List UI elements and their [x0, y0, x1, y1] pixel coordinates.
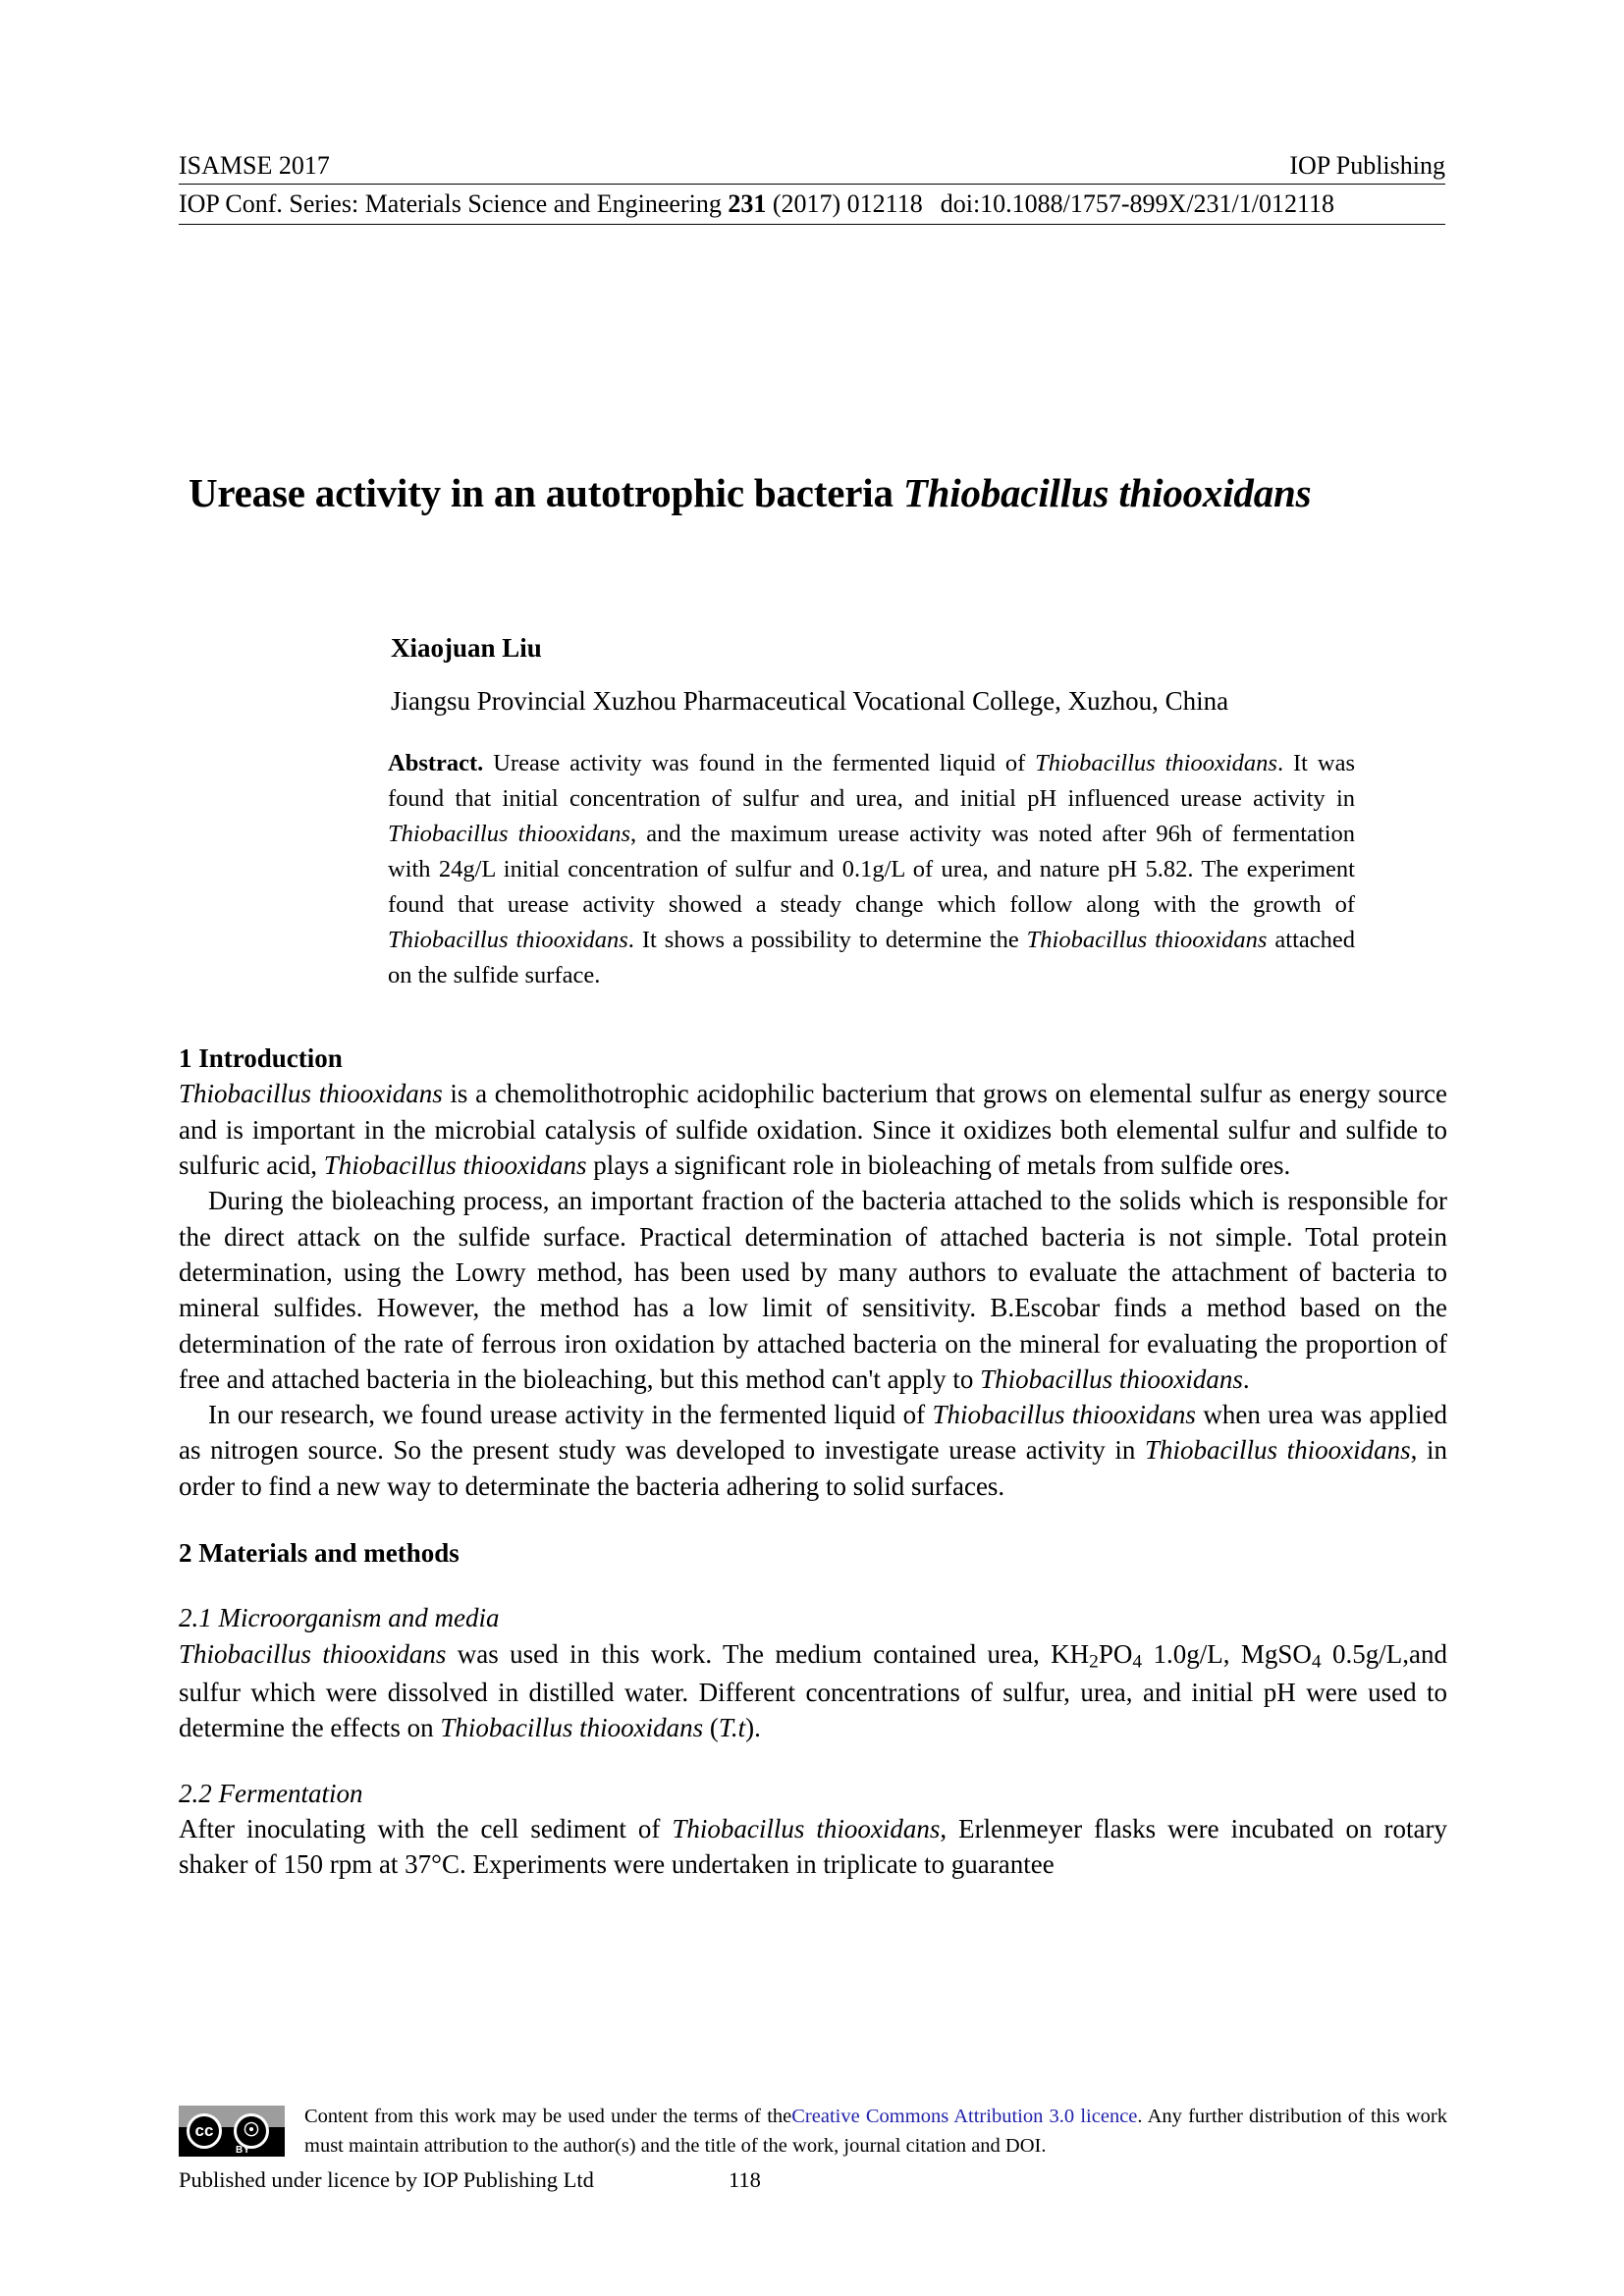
intro-p3-text-a: In our research, we found urease activity in the fermented liquid of [208, 1400, 933, 1430]
publisher-name: IOP Publishing [1289, 151, 1445, 180]
intro-paragraph-3 [179, 1397, 1447, 1504]
abstract-text-1: Urease activity was found in the fermented liquid of [483, 750, 1036, 776]
intro-paragraph-1 [179, 1076, 1447, 1183]
intro-paragraph-2 [179, 1183, 1447, 1397]
intro-p3-text-b: when urea was applied as nitrogen source. So the present study was developed to investigate urease activity in [179, 1400, 1447, 1466]
license-text [304, 2103, 1447, 2161]
cc-mark-icon: cc [187, 2113, 222, 2149]
abstract-text-4: . It shows a possibility to determine the [627, 927, 1027, 953]
page-title [189, 468, 1318, 519]
intro-p1-text-b: plays a significant role in bioleaching of metals from sulfide ores. [586, 1149, 1291, 1180]
abstract-species-3: Thiobacillus thiooxidans [388, 927, 628, 953]
sub21-text-c: 1.0g/L, MgSO [1142, 1638, 1312, 1669]
author-name: Xiaojuan Liu [391, 633, 542, 663]
running-head-top-row [179, 149, 1445, 182]
intro-p2-text-b: . [1242, 1363, 1250, 1394]
license-text-part-1: Content from this work may be used under the terms of the [304, 2106, 792, 2127]
intro-p3-species-1: Thiobacillus thiooxidans [932, 1400, 1196, 1430]
author-affiliation: Jiangsu Provincial Xuzhou Pharmaceutical Vocational College, Xuzhou, China [391, 686, 1229, 716]
creative-commons-link[interactable]: Creative Commons Attribution 3.0 licence [791, 2106, 1138, 2127]
abstract-label: Abstract. [388, 750, 484, 776]
intro-p2-text-a: During the bioleaching process, an important fraction of the bacteria attached to the solids which is responsible for the direct attack on the sulfide surface. Practical determination of attached bacteria is not simple. Total protein determination, using the Lowry method, has been used by many authors to evaluate the attachment of bacteria to mineral sulfides. However, the method has a low limit of sensitivity. B.Escobar finds a method based on the determination of the rate of ferrous iron oxidation by attached bacteria on the mineral for evaluating the proportion of free and attached bacteria in the bioleaching, but this method can't apply to [179, 1186, 1447, 1394]
published-under-licence: Published under licence by IOP Publishing Ltd [179, 2167, 594, 2193]
sub22-species: Thiobacillus thiooxidans [672, 1814, 941, 1844]
spacer-before-methods [179, 1504, 1447, 1535]
sub21-species-1: Thiobacillus thiooxidans [179, 1638, 447, 1669]
body-content [179, 1041, 1447, 1883]
sub21-species-abbrev: T.t [718, 1713, 746, 1743]
sub21-text-a: was used in this work. The medium contained urea, KH [446, 1638, 1090, 1669]
spacer-before-sub21 [179, 1571, 1447, 1600]
spacer-before-sub22 [179, 1746, 1447, 1776]
abstract-text-5: attached on the sulfide surface. [388, 927, 1355, 988]
cc-by-person-icon: ☉ [234, 2113, 269, 2149]
title-species-name: Thiobacillus thiooxidans [902, 470, 1312, 516]
intro-p1-species-2: Thiobacillus thiooxidans [323, 1149, 587, 1180]
abstract-block [388, 746, 1355, 993]
abstract-species-1: Thiobacillus thiooxidans [1035, 750, 1277, 776]
sub21-subscript-2: 4 [1132, 1650, 1143, 1672]
running-head-citation-row [179, 187, 1445, 221]
conference-name: ISAMSE 2017 [179, 151, 330, 180]
sub21-subscript-3: 4 [1311, 1650, 1322, 1672]
sub21-text-f: ). [745, 1713, 761, 1743]
sub22-paragraph [179, 1811, 1447, 1883]
intro-p3-species-2: Thiobacillus thiooxidans [1145, 1435, 1411, 1466]
subsection-heading-fermentation: 2.2 Fermentation [179, 1778, 363, 1808]
sub21-species-2: Thiobacillus thiooxidans [440, 1713, 704, 1743]
license-text-part-2: . Any further distribution of this work must maintain attribution to the author(s) and the title of the work, journal citation and DOI. [304, 2106, 1447, 2157]
sub21-paragraph [179, 1636, 1447, 1746]
running-head-rule-bottom [179, 224, 1445, 225]
doi-text: doi:10.1088/1757-899X/231/1/012118 [940, 189, 1335, 219]
sub21-text-d: 0.5g/L,and sulfur which were dissolved in distilled water. Different concentrations of sulfur, urea, and initial pH were used to determine the effects on [179, 1638, 1447, 1743]
creative-commons-icon [179, 2106, 285, 2157]
sub21-text-b: PO [1098, 1638, 1133, 1669]
journal-series: IOP Conf. Series: Materials Science and Engineering [179, 189, 722, 219]
page-number: 118 [729, 2167, 761, 2193]
abstract-species-4: Thiobacillus thiooxidans [1026, 927, 1268, 953]
title-plain-part: Urease activity in an autotrophic bacteria [189, 470, 903, 516]
sub22-text-b: , Erlenmeyer flasks were incubated on rotary shaker of 150 rpm at 37°C. Experiments were undertaken in triplicate to guarantee [179, 1814, 1447, 1880]
intro-p3-text-c: , in order to find a new way to determinate the bacteria adhering to solid surfaces. [179, 1435, 1447, 1501]
sub22-text-a: After inoculating with the cell sediment of [179, 1814, 673, 1844]
running-head [179, 149, 1445, 225]
abstract-text-3: , and the maximum urease activity was noted after 96h of fermentation with 24g/L initial concentration of sulfur and 0.1g/L of urea, and nature pH 5.82. The experiment found that urease activity showed a steady change which follow along with the growth of [388, 821, 1356, 918]
running-head-rule-top [179, 184, 1445, 185]
intro-p1-species-1: Thiobacillus thiooxidans [179, 1079, 443, 1109]
sub21-text-e: ( [703, 1713, 719, 1743]
abstract-text-2: . It was found that initial concentration of sulfur and urea, and initial pH influenced urease activity in [388, 750, 1355, 812]
subsection-heading-microorganism-and-media: 2.1 Microorganism and media [179, 1603, 500, 1633]
article-number: 012118 [846, 189, 923, 219]
volume-number: 231 [728, 189, 767, 219]
page-footer [179, 2103, 1447, 2194]
publication-year: (2017) [772, 189, 841, 219]
sub21-subscript-1: 2 [1089, 1650, 1099, 1672]
section-heading-materials-and-methods: 2 Materials and methods [179, 1538, 460, 1569]
license-notice [179, 2103, 1447, 2161]
section-heading-introduction: 1 Introduction [179, 1043, 343, 1073]
intro-p2-species: Thiobacillus thiooxidans [980, 1363, 1243, 1394]
abstract-species-2: Thiobacillus thiooxidans [388, 821, 630, 847]
cc-by-label: BY [236, 2145, 250, 2156]
intro-p1-text-a: is a chemolithotrophic acidophilic bacterium that grows on elemental sulfur as energy source and is important in the microbial catalysis of sulfide oxidation. Since it oxidizes both elemental sulfur and sulfide to sulfuric acid, [179, 1079, 1447, 1180]
footer-publisher-row [179, 2165, 1447, 2194]
